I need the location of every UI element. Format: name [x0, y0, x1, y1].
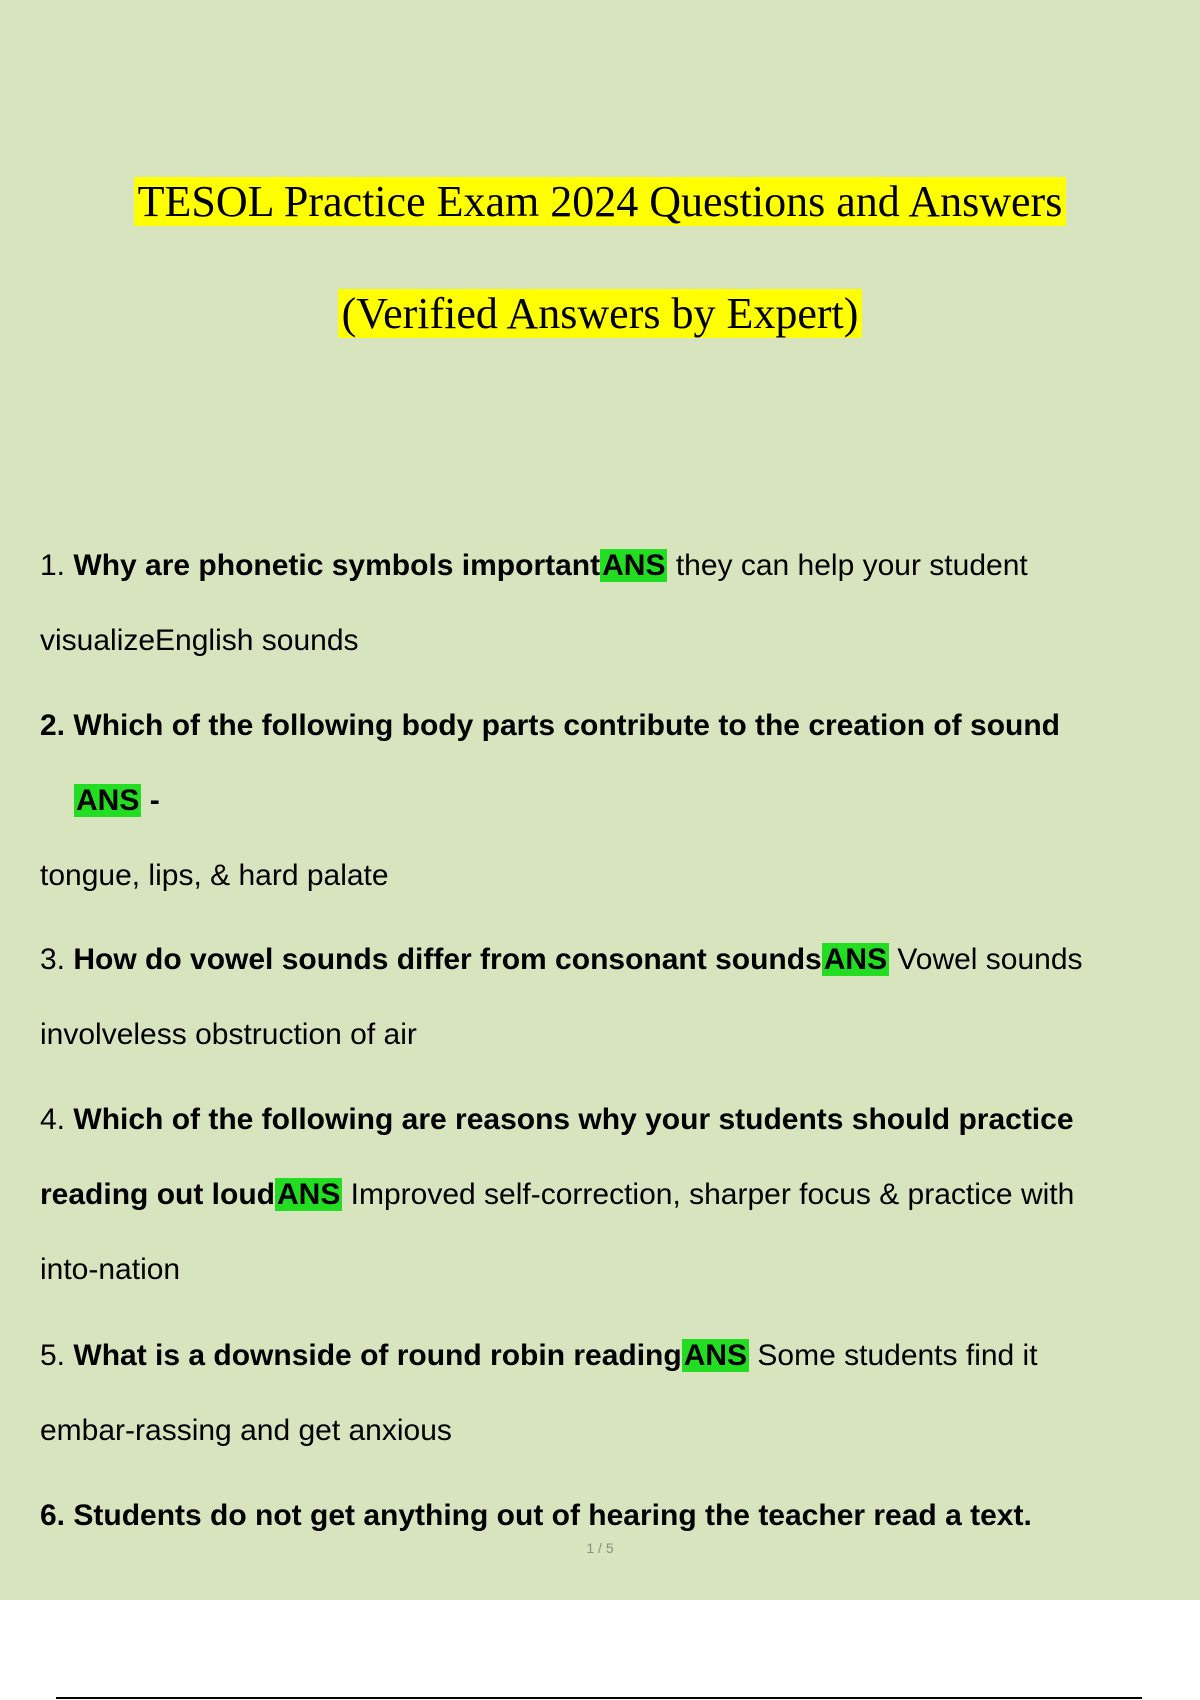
dash: -: [149, 784, 160, 817]
answer-text-cont: visualizeEnglish sounds: [40, 624, 359, 657]
question-4: 4. Which of the following are reasons why your students should practice reading out loudANS Improved self-correction, sharper focus & practice with into-nation: [40, 1103, 1075, 1286]
ans-highlight: ANS: [823, 943, 888, 976]
question-text: Which of the following body parts contribute to the creation of sound: [73, 709, 1060, 742]
question-text: Students do not get anything out of hearing the teacher read a text.: [73, 1499, 1032, 1532]
question-text: Why are phonetic symbols important: [73, 549, 601, 582]
question-3: 3. How do vowel sounds differ from consonant soundsANS Vowel sounds involveless obstruction of air: [40, 943, 1083, 1051]
title-line-2: (Verified Answers by Expert): [0, 285, 1200, 343]
page-indicator: 1 / 5: [586, 1540, 614, 1556]
divider-line: [56, 1697, 1142, 1699]
answer-text: tongue, lips, & hard palate: [40, 859, 389, 892]
question-2: 2. Which of the following body parts contribute to the creation of sound ANS - tongue, lips, & hard palate: [40, 709, 1060, 892]
ans-highlight: ANS: [276, 1178, 341, 1211]
answer-text-cont: into-nation: [40, 1253, 181, 1286]
answer-text: Some students find it: [757, 1339, 1038, 1372]
question-text: How do vowel sounds differ from consonant sounds: [73, 943, 822, 976]
answer-text: they can help your student: [675, 549, 1028, 582]
answer-text-cont: involveless obstruction of air: [40, 1018, 417, 1051]
question-5: 5. What is a downside of round robin readingANS Some students find it embar-rassing and get anxious: [40, 1339, 1038, 1447]
question-6: 6. Students do not get anything out of hearing the teacher read a text.: [40, 1499, 1032, 1532]
ans-highlight: ANS: [683, 1339, 748, 1372]
question-1: 1. Why are phonetic symbols importantANS they can help your student visualizeEnglish sounds: [40, 549, 1028, 657]
title-line-1: TESOL Practice Exam 2024 Questions and Answers: [0, 173, 1200, 231]
question-text-cont: reading out loud: [40, 1178, 275, 1211]
ans-highlight: ANS: [76, 784, 140, 817]
ans-highlight: ANS: [602, 549, 666, 582]
question-text: What is a downside of round robin reading: [73, 1339, 682, 1372]
answer-text: Improved self-correction, sharper focus & practice with: [350, 1178, 1075, 1211]
answer-text: Vowel sounds: [897, 943, 1083, 976]
answer-text-cont: embar-rassing and get anxious: [40, 1414, 452, 1447]
question-text: Which of the following are reasons why your students should practice: [73, 1103, 1074, 1136]
